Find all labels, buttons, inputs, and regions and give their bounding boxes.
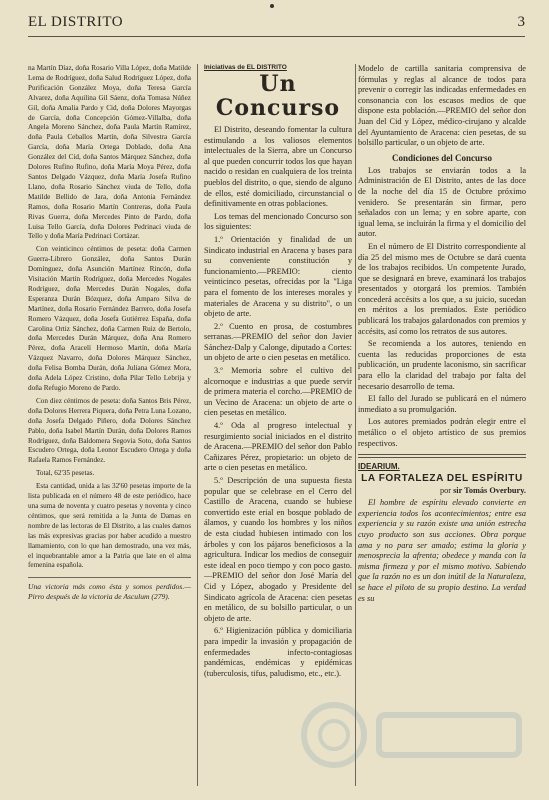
column-conditions-idearium bbox=[358, 64, 526, 784]
topic-4: 4.º Oda al progreso intelectual y resurgimiento social iniciados en el distrito de Aracena.—PREMIO del señor don Pablo Cañizares Pérez, propietario: un objeto de arte o cien pesetas en metálico. bbox=[204, 421, 352, 473]
byline-prefix: por bbox=[439, 486, 451, 496]
section-kicker: Iniciativas de EL DISTRITO bbox=[204, 64, 287, 71]
concurso-topics-intro: Los temas del mencionado Concurso son los siguientes: bbox=[204, 211, 352, 232]
byline-author: sir Tomás Overbury. bbox=[453, 486, 526, 496]
column-donors-list bbox=[28, 64, 191, 784]
column-rule-left bbox=[197, 64, 198, 786]
conditions-heading: Condiciones del Concurso bbox=[391, 152, 492, 163]
donor-list-first: na Martín Díaz, doña Rosario Villa López, doña Matilde Lema de Rodríguez, doña Salud Rodríguez López, doña Purificación González Moya, doña Teresa García Alvarez, doña Aquilina Gil Sáenz, doña Tomasa Núñez Gil, doña Amalia Pardo y Cid, doña Dolores Mayorgas de García, doña Concepción Gómez-Villalba, doña Angela Moreno Sánchez, doña Paula Martín Ramírez, doña Paula Ceballos Martín, doña Silvestra García García, doña María Ortega Doblado, doña Ana González del Cid, doña Santos Márquez Sánchez, doña Dolores Rufino Rufino, doña María Moya Pérez, doña Santos Delgado Vázquez, doña María Josefa Rufino Llano, doña Rosario Sánchez viuda de Tello, doña Matilde Bellido de Jara, doña Antonia Fernández Ramos, doña Rosario Martín Contreras, doña Paula Rivas Guerra, doña Mercedes Pinto de Pardo, doña Luisa Tello García, doña Dolores Pedrinaci viuda de Tello y doña María Pedrinaci Cortázar. bbox=[28, 64, 191, 241]
condition-3: Se recomienda a los autores, teniendo en cuenta las reducidas proporciones de esta publicación, un prudente laconismo, sin sacrificar para ello la claridad del trabajo por falta del necesario desarrollo de tema. bbox=[358, 339, 526, 391]
page-number: 3 bbox=[517, 14, 525, 30]
donation-closing-note: Esta cantidad, unida a las 32'60 pesetas importe de la lista publicada en el número 48 de este periódico, hace una suma de noventa y cuatro pesetas y noventa y cinco céntimos, que será remitida a la Junta de Damas en nombre de las lectoras de El Distrito, a las cuales damos las más expresivas gracias por haber acudido a nuestro llamamiento, con lo que han demostrado, una vez más, el inquebrantable amor a la Patria que late en el alma femenina española. bbox=[28, 482, 191, 570]
donor-list-10-cents: Con diez céntimos de peseta: doña Santos Bris Pérez, doña Dolores Herrera Piquera, doña Petra Luna Lozano, doña Josefa Delgado Piñero, doña Dolores Sánchez Pablo, doña Isabel Martín Durán, doña Dolores Ramos Rodríguez, doña Baldomera Segovia Soto, doña Santos Escudero Ortega, doña Leonor Escudero Ortega y doña Rafaela Ramos Fernández. bbox=[28, 396, 191, 465]
topic-5: 5.º Descripción de una supuesta fiesta popular que se celebrase en el Cerro del Castillo de Aracena, cuando se hubiese convertido este erial en bosque poblado de álamos, y cuando los hombres y los niños de esta ciudad hubiesen intimado con los árboles y con los pájaros beneficiosos a la agricultura. Indicar los medios de conseguir este ideal en poco tiempo y con poco gasto.—PREMIO del señor don José María del Cid y López, abogado y Presidente del Sindicato agrícola de Aracena: cien pesetas en metálico, de su bolsillo particular, o un objeto de arte. bbox=[204, 476, 352, 623]
topic-6: 6.º Higienización pública y domiciliaria para impedir la invasión y propagación de enfermedades infecto-contagiosas pandémicas, endémicas y epidémicas (tuberculosis, tifus, paludismo, etc., etc.). bbox=[204, 626, 352, 678]
condition-1: Los trabajos se enviarán todos a la Administración de El Distrito, antes de las doce de la noche del día 15 de Octubre próximo venidero. Se presentarán sin firmar, pero señalados con un lema; y en sobre aparte, con igual lema, se incluirán la firma y el domicilio del autor. bbox=[358, 165, 526, 239]
section-separator bbox=[358, 454, 526, 458]
donor-list-25-cents: Con veinticinco céntimos de peseta: doña Carmen Guerra-Librero González, doña Santos Durán Domínguez, doña Asunción Martínez Rincón, doña Visitación Martín Rodríguez, doña Mercedes Nogales Rodríguez, doña Mercedes Durán Nogales, doña Esperanza Durán Bózquez, doña Amparo Silva de Martínez, doña Rosario Fernández Barrero, doña Josefa Romero Vázquez, doña Josefa Gutiérrez España, doña Carolina Ortiz Sánchez, doña Carmen Ruiz de Bertolo, doña Mercedes Durán Márquez, doña Ana Romero Pérez, doña Aracelí Hermoso Martín, doña María Vázquez Navarro, doña Dolores Márquez Sánchez, doña Felisa Bomba Durán, doña Juliana Gómez Mora, doña Adela López Cristino, doña Pilar Tello Lebrija y doña Refugio Moreno de Pardo. bbox=[28, 245, 191, 392]
idearium-title: LA FORTALEZA DEL ESPÍRITU bbox=[361, 473, 523, 485]
footnote-rule bbox=[28, 577, 191, 578]
top-dot bbox=[270, 4, 274, 8]
idearium-essay: El hombre de espíritu elevado convierte en experiencia todos los acontecimientos; entre esa experiencia y su razón existe una unión estrecha cuyo producto son sus acciones. Obra porque ama y no para ser amado; estima la gloria y menosprecia la afrenta; obedece y manda con la misma firmeza y por el mismo motivo. Sabiendo que la razón no es un don inútil de la Naturaleza, se hace el piloto de su propio destino. La verdad es su bbox=[358, 498, 526, 603]
page-header bbox=[28, 14, 525, 37]
condition-5: Los autores premiados podrán elegir entre el metálico o el objeto artístico de sus premios respectivos. bbox=[358, 417, 526, 448]
column-rule-right bbox=[355, 64, 356, 786]
concurso-intro: El Distrito, deseando fomentar la cultura estimulando a los valiosos elementos intelectuales de la Sierra, abre un Concurso al que pueden concurrir todos los que hayan nacido o residan en cualquiera de los treinta pueblos del distrito, o que, siendo de alguno de ellos, esté domiciliado, circunstancial o definitivamente en otras poblaciones. bbox=[204, 125, 352, 209]
article-title: Un Concurso bbox=[215, 71, 341, 121]
condition-2: En el número de El Distrito correspondiente al día 25 del mismo mes de Octubre se dará cuenta de los trabajos recibidos. Un competente Jurado, que se designará en breve, examinará los trabajos presentados y otorgará los premios. También concederá accésits a los que, a su juicio, sucedan en méritos a los premiados. Este periódico publicará los trabajos galardonados con premios y accésits, así como los retratos de sus autores. bbox=[358, 241, 526, 336]
newspaper-title: EL DISTRITO bbox=[28, 14, 124, 30]
donation-total: Total, 62'35 pesetas. bbox=[36, 469, 95, 478]
pirro-quote: Una victoria más como ésta y somos perdidos.— Pirro después de la victoria de Asculum (279). bbox=[28, 582, 191, 602]
topic-6-continued: Modelo de cartilla sanitaria comprensiva de fórmulas y reglas al alcance de todos para prevenir o corregir las indicadas enfermedades en consonancia con los escasos medios de que dispone esta población.—PREMIO del señor don Juan del Cid y López, médico-cirujano y alcalde del Ayuntamiento de Aracena: cien pesetas, de su bolsillo particular, o un objeto de arte. bbox=[358, 64, 526, 148]
condition-4: El fallo del Jurado se publicará en el número inmediato a su promulgación. bbox=[358, 394, 526, 414]
topic-3: 3.º Memoria sobre el cultivo del alcornoque e industrias a que puede servir de primera materia el corcho.—PREMIO de un Vecino de Aracena: un objeto de arte o cien pesetas en metálico. bbox=[204, 366, 352, 418]
idearium-byline bbox=[358, 486, 526, 495]
topic-1: 1.º Orientación y finalidad de un Sindicato industrial en Aracena y bases para su conveniente constitución y funcionamiento.—PREMIO: ciento veinticinco pesetas, ofrecidas por la "Liga para el fomento de los intereses morales y materiales de Aracena y su distrito", o un objeto de arte. bbox=[204, 234, 352, 319]
column-concurso bbox=[204, 64, 352, 784]
idearium-label: IDEARIUM. bbox=[358, 462, 400, 472]
topic-2: 2.º Cuento en prosa, de costumbres serranas.—PREMIO del señor don Javier Sánchez-Dalp y Calonge, diputado a Cortes: un objeto de arte o cien pesetas en metálico. bbox=[204, 321, 352, 363]
